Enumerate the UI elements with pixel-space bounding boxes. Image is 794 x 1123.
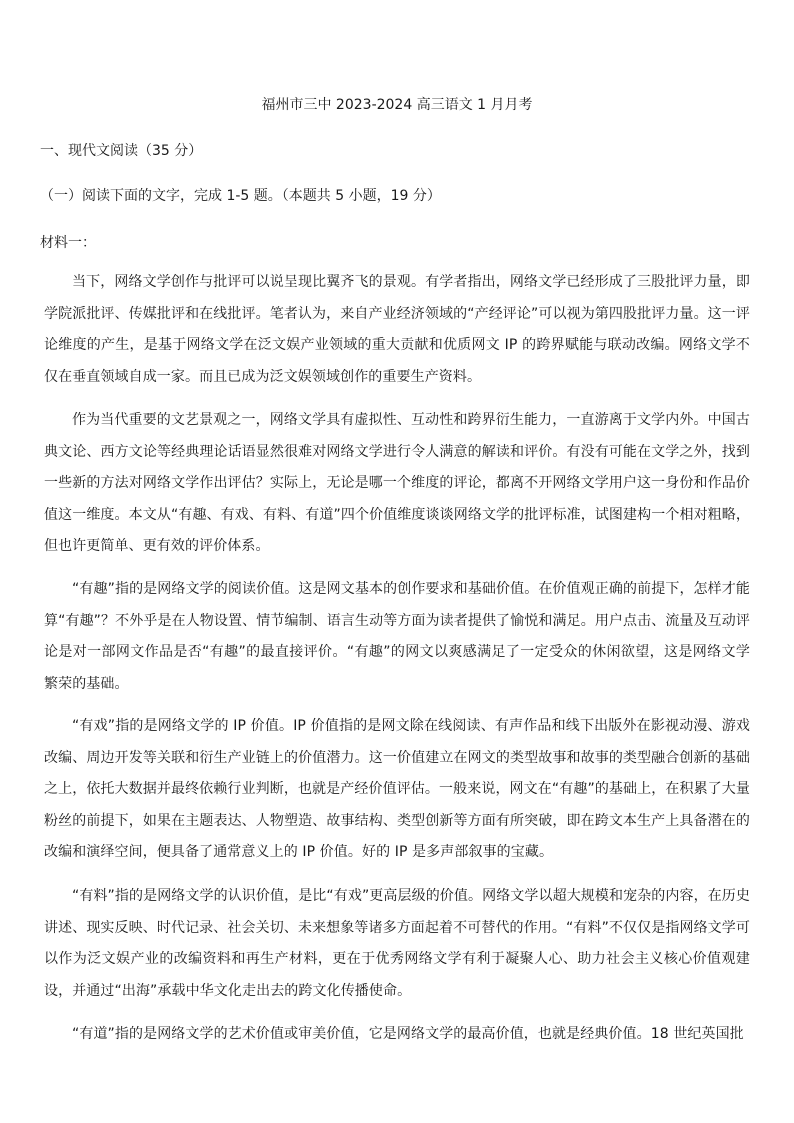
paragraph-5: “有料”指的是网络文学的认识价值，是比“有戏”更高层级的价值。网络文学以超大规模和宠杂的内容，在历史讲述、现实反映、时代记录、社会关切、未来想象等诸多方面起着不可替代的作用。“有料”不仅仅是指网络文学可以作为泛文娱产业的改编资料和再生产材料，更在于优秀网络文学有利于凝聚人心、助力社会主义核心价值观建设，并通过“出海”承载中华文化走出去的跨文化传播使命。 bbox=[44, 888, 751, 999]
paragraph-6: “有道”指的是网络文学的艺术价值或审美价值，它是网络文学的最高价值，也就是经典价值。18 世纪英国批 bbox=[72, 1026, 744, 1042]
subsection-heading: （一）阅读下面的文字，完成 1-5 题。（本题共 5 小题，19 分） bbox=[40, 188, 441, 204]
material-label: 材料一： bbox=[40, 235, 96, 251]
section-heading: 一、现代文阅读（35 分） bbox=[40, 143, 203, 159]
paragraph-4: “有戏”指的是网络文学的 IP 价值。IP 价值指的是网文除在线阅读、有声作品和线下出版外在影视动漫、游戏改编、周边开发等关联和衍生产业链上的价值潜力。这一价值建立在网文的类型故事和故事的类型融合创新的基础之上，依托大数据并最终依赖行业判断，也就是产经价值评估。一般来说，网文在“有趣”的基础上，在积累了大量粉丝的前提下，如果在主题表达、人物塑造、故事结构、类型创新等方面有所突破，即在跨文本生产上具备潜在的改编和演绎空间，便具备了通常意义上的 IP 价值。好的 IP 是多声部叙事的宝藏。 bbox=[44, 718, 750, 860]
paragraph-3: “有趣”指的是网络文学的阅读价值。这是网文基本的创作要求和基础价值。在价值观正确的前提下，怎样才能算“有趣”？不外乎是在人物设置、情节编制、语言生动等方面为读者提供了愉悦和满足。用户点击、流量及互动评论是对一部网文作品是否“有趣”的最直接评价。“有趣”的网文以爽感满足了一定受众的休闲欲望，这是网络文学繁荣的基础。 bbox=[44, 581, 750, 692]
document-title: 福州市三中 2023-2024 高三语文 1 月月考 bbox=[261, 97, 533, 113]
paragraph-1: 当下，网络文学创作与批评可以说呈现比翼齐飞的景观。有学者指出，网络文学已经形成了三股批评力量，即学院派批评、传媒批评和在线批评。笔者认为，来自产业经济领域的“产经评论”可以视为第四股批评力量。这一评论维度的产生，是基于网络文学在泛文娱产业领域的重大贡献和优质网文 IP 的跨界赋能与联动改编。网络文学不仅在垂直领域自成一家。而且已成为泛文娱领域创作的重要生产资料。 bbox=[44, 274, 750, 385]
paragraph-2: 作为当代重要的文艺景观之一，网络文学具有虚拟性、互动性和跨界衍生能力，一直游离于文学内外。中国古典文论、西方文论等经典理论话语显然很难对网络文学进行令人满意的解读和评价。有没有可能在文学之外，找到一些新的方法对网络文学作出评估？实际上，无论是哪一个维度的评论，都离不开网络文学用户这一身份和作品价值这一维度。本文从“有趣、有戏、有料、有道”四个价值维度谈谈网络文学的批评标准，试图建构一个相对粗略，但也许更简单、更有效的评价体系。 bbox=[44, 412, 750, 554]
